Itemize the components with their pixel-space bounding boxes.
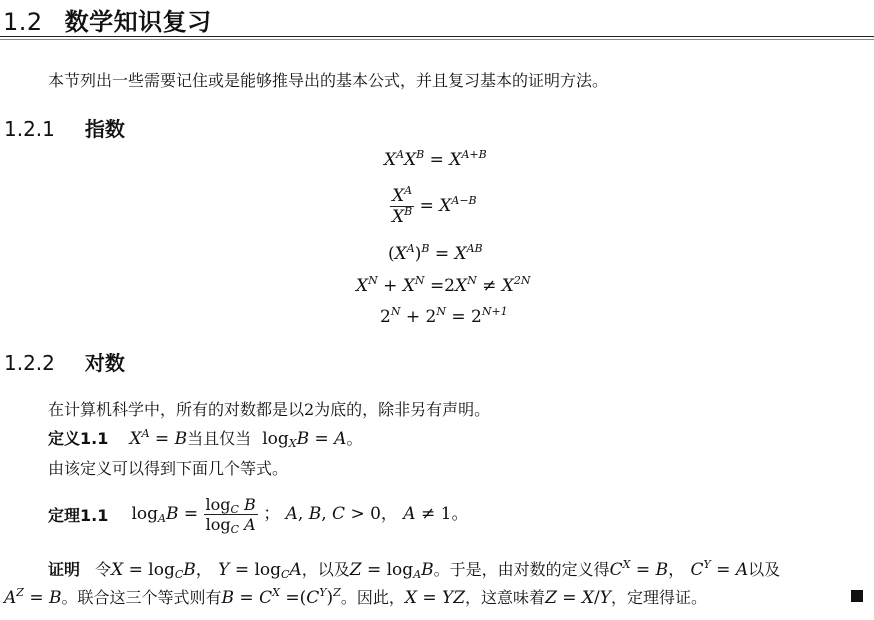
qed-square-icon	[851, 590, 863, 602]
proof-line-2: $A^Z = B$。联合这三个等式则有$B = C^X =(C^Y)^Z$。因此，X = YZ，这意味着Z = X/Y，定理得证。	[4, 586, 708, 608]
formula-exp-power: $(X^A)^B = X^{AB}$	[388, 242, 483, 264]
section-number: 1.2	[3, 8, 43, 36]
proof-label: 证明	[48, 560, 81, 579]
heading-rule-secondary	[0, 39, 874, 40]
formula-exp-quotient: $\frac{X^A}{X^B}$ = $X^{A-B}$	[392, 184, 477, 227]
log-intro-paragraph: 在计算机科学中，所有的对数都是以2为底的，除非另有声明。	[48, 400, 491, 419]
subsection-number: 1.2.2	[4, 351, 55, 375]
heading-rule	[0, 36, 874, 37]
definition-conjunction: 当且仅当	[187, 429, 252, 448]
section-heading	[3, 2, 212, 37]
subsection-title: 指数	[84, 117, 125, 141]
subsection-exponents-heading	[4, 113, 125, 142]
section-title: 数学知识复习	[64, 8, 212, 36]
theorem-1-1: 定理1.1 $\log_AB$ = $\frac{\log_C B}{\log_C A}$ ； A, B, C > 0， A ≠ 1。	[48, 495, 469, 536]
formula-exp-two: $2^N + 2^N = 2^{N+1}$	[380, 305, 508, 327]
subsection-title: 对数	[84, 351, 125, 375]
intro-paragraph: 本节列出一些需要记住或是能够推导出的基本公式，并且复习基本的证明方法。	[48, 71, 609, 90]
subsection-logarithms-heading	[4, 347, 125, 376]
theorem-label: 定理1.1	[48, 506, 109, 525]
formula-exp-product: $X^AX^B = X^{A+B}$	[384, 148, 487, 170]
proof-line-1: 证明 令$X = \log_CB$， $Y = \log_CA$，以及$Z = \log_AB$。于是，由对数的定义得$C^X = B$， $C^Y = A$以及	[48, 558, 781, 581]
subsection-number: 1.2.1	[4, 117, 55, 141]
formula-exp-sum: $X^N + X^N =2X^N \ne X^{2N}$	[356, 274, 531, 296]
definition-1-1: 定义1.1 $X^A = B$当且仅当 $\log_XB = A$。	[48, 427, 363, 450]
after-definition-paragraph: 由该定义可以得到下面几个等式。	[48, 459, 289, 478]
definition-label: 定义1.1	[48, 429, 109, 448]
